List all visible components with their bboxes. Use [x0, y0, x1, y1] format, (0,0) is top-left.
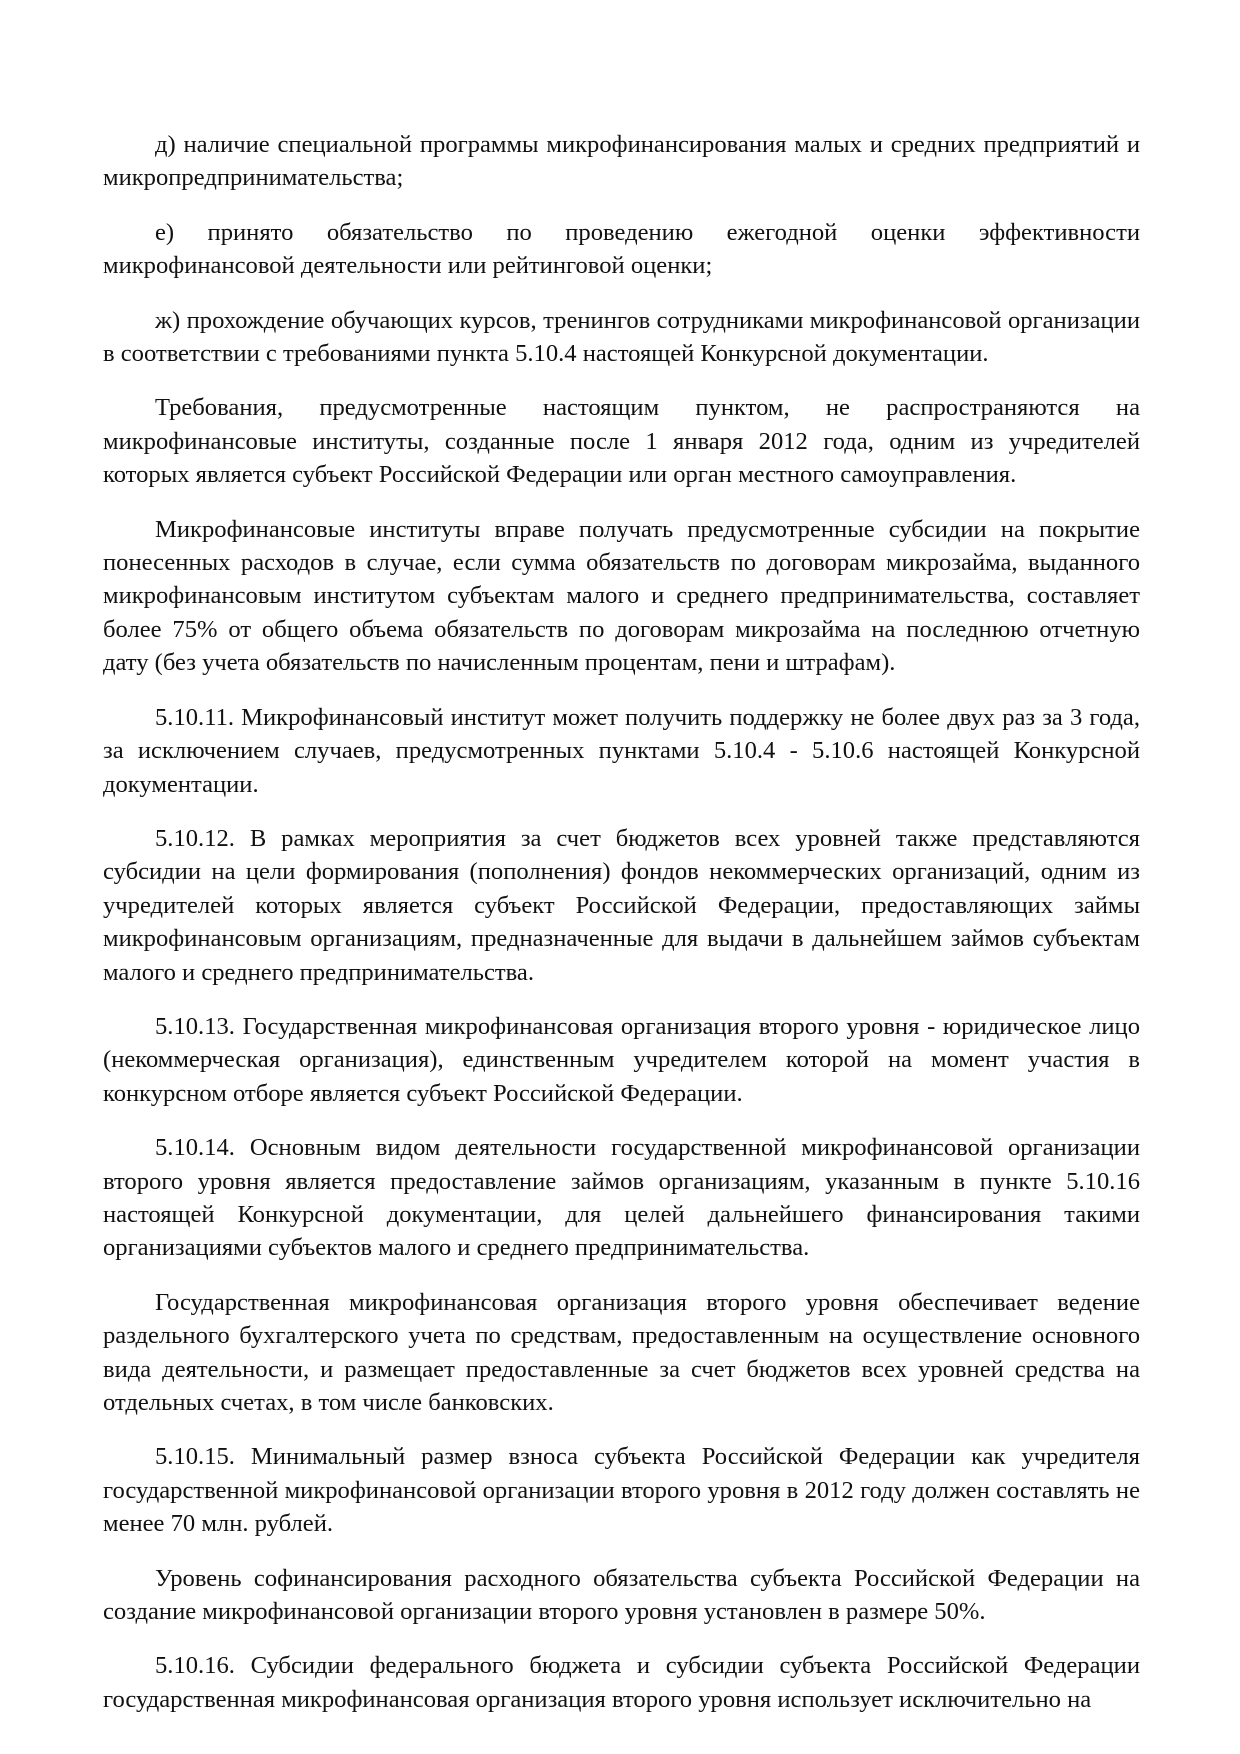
paragraph-clause-5-10-12: 5.10.12. В рамках мероприятия за счет бюджетов всех уровней также представляются субсидии на цели формирования (пополнения) фондов некоммерческих организаций, одним из учредителей которых является субъект Российской Федерации, предоставляющих займы микрофинансовым организациям, предназначенные для выдачи в дальнейшем займов субъектам малого и среднего предпринимательства. — [103, 824, 1140, 986]
paragraph-item-e: е) принято обязательство по проведению ежегодной оценки эффективности микрофинансовой деятельности или рейтинговой оценки; — [103, 218, 1140, 280]
paragraph-clause-5-10-15: 5.10.15. Минимальный размер взноса субъекта Российской Федерации как учредителя государственной микрофинансовой организации второго уровня в 2012 году должен составлять не менее 70 млн. рублей. — [103, 1443, 1140, 1538]
paragraph-clause-5-10-16: 5.10.16. Субсидии федерального бюджета и субсидии субъекта Российской Федерации государственная микрофинансовая организация второго уровня использует исключительно на — [103, 1652, 1140, 1713]
paragraph-clause-5-10-14: 5.10.14. Основным видом деятельности государственной микрофинансовой организации второго уровня является предоставление займов организациям, указанным в пункте 5.10.16 настоящей Конкурсной документации, для целей дальнейшего финансирования такими организациями субъектов малого и среднего предпринимательства. — [103, 1134, 1140, 1262]
paragraph-clause-5-10-11: 5.10.11. Микрофинансовый институт может получить поддержку не более двух раз за 3 года, за исключением случаев, предусмотренных пунктами 5.10.4 - 5.10.6 настоящей Конкурсной документации. — [103, 703, 1140, 798]
document-body — [103, 128, 1140, 1736]
paragraph-separate-accounting: Государственная микрофинансовая организация второго уровня обеспечивает ведение раздельного бухгалтерского учета по средствам, предоставленным на осуществление основного вида деятельности, и размещает предоставленные за счет бюджетов всех уровней средства на отдельных счетах, в том числе банковских. — [103, 1288, 1140, 1416]
paragraph-subsidy-coverage: Микрофинансовые институты вправе получать предусмотренные субсидии на покрытие понесенных расходов в случае, если сумма обязательств по договорам микрозайма, выданного микрофинансовым институтом субъектам малого и среднего предпринимательства, составляет более 75% от общего объема обязательств по договорам микрозайма на последнюю отчетную дату (без учета обязательств по начисленным процентам, пени и штрафам). — [103, 515, 1140, 677]
paragraph-clause-5-10-13: 5.10.13. Государственная микрофинансовая организация второго уровня - юридическое лицо (некоммерческая организация), единственным учредителем которой на момент участия в конкурсном отборе является субъект Российской Федерации. — [103, 1012, 1140, 1107]
paragraph-item-d: д) наличие специальной программы микрофинансирования малых и средних предприятий и микропредпринимательства; — [103, 131, 1140, 192]
paragraph-requirements-exception: Требования, предусмотренные настоящим пунктом, не распространяются на микрофинансовые институты, созданные после 1 января 2012 года, одним из учредителей которых является субъект Российской Федерации или орган местного самоуправления. — [103, 394, 1140, 489]
paragraph-cofinancing-level: Уровень софинансирования расходного обязательства субъекта Российской Федерации на создание микрофинансовой организации второго уровня установлен в размере 50%. — [103, 1564, 1140, 1626]
paragraph-item-zh: ж) прохождение обучающих курсов, тренингов сотрудниками микрофинансовой организации в соответствии с требованиями пункта 5.10.4 настоящей Конкурсной документации. — [103, 306, 1140, 368]
